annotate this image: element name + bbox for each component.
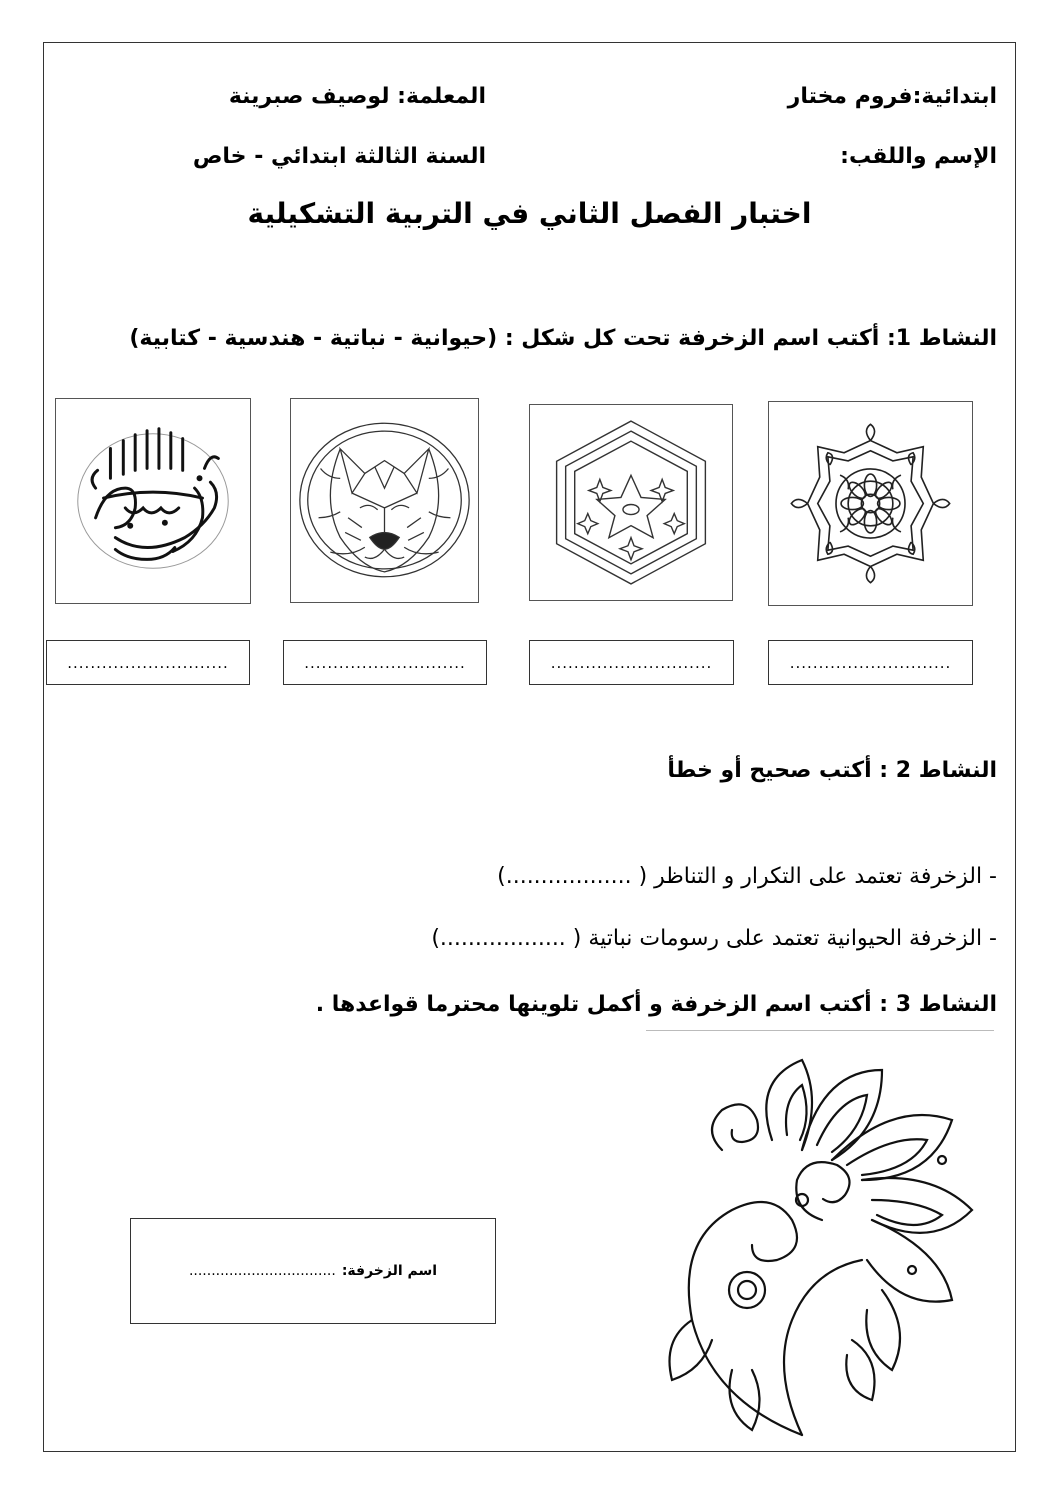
floral-mandala-icon: [769, 402, 972, 605]
divider: [646, 1030, 994, 1031]
teacher-name: المعلمة: لوصيف صبرينة: [228, 84, 486, 109]
name-placeholder[interactable]: .................................: [188, 1263, 336, 1279]
name-label: اسم الزخرفة:: [341, 1263, 438, 1279]
activity3-heading: النشاط 3 : أكتب اسم الزخرفة و أكمل تلوينها محترما قواعدها .: [315, 992, 997, 1017]
answer-box-2[interactable]: ............................: [529, 640, 734, 685]
floral-mandala-image: [768, 401, 973, 606]
paisley-floral-drawing-icon: [652, 1040, 992, 1440]
statement-1: - الزخرفة تعتمد على التكرار و التناظر ( ..................): [497, 864, 997, 889]
name-box[interactable]: [130, 1218, 496, 1324]
answer-box-3[interactable]: ............................: [283, 640, 487, 685]
wolf-head-image: [290, 398, 479, 603]
activity2-heading: النشاط 2 : أكتب صحيح أو خطأ: [667, 758, 997, 783]
activity1-heading: النشاط 1: أكتب اسم الزخرفة تحت كل شكل : (حيوانية - نباتية - هندسية - كتابية): [129, 326, 997, 351]
geometric-hexagon-star-icon: [530, 405, 732, 600]
wolf-head-icon: [291, 399, 478, 602]
paisley-drawing: [652, 1040, 992, 1440]
calligraphy-image: [55, 398, 251, 604]
geometric-hexagon-image: [529, 404, 733, 601]
calligraphy-basmala-icon: [56, 399, 250, 603]
student-name-label: الإسم واللقب:: [840, 144, 997, 169]
answer-box-4[interactable]: ............................: [46, 640, 250, 685]
grade-level: السنة الثالثة ابتدائي - خاص: [192, 144, 486, 169]
school-name: ابتدائية:فروم مختار: [787, 84, 997, 109]
statement-2: - الزخرفة الحيوانية تعتمد على رسومات نباتية ( ..................): [431, 926, 997, 951]
page-title: اختبار الفصل الثاني في التربية التشكيلية: [247, 197, 812, 230]
answer-box-1[interactable]: ............................: [768, 640, 973, 685]
